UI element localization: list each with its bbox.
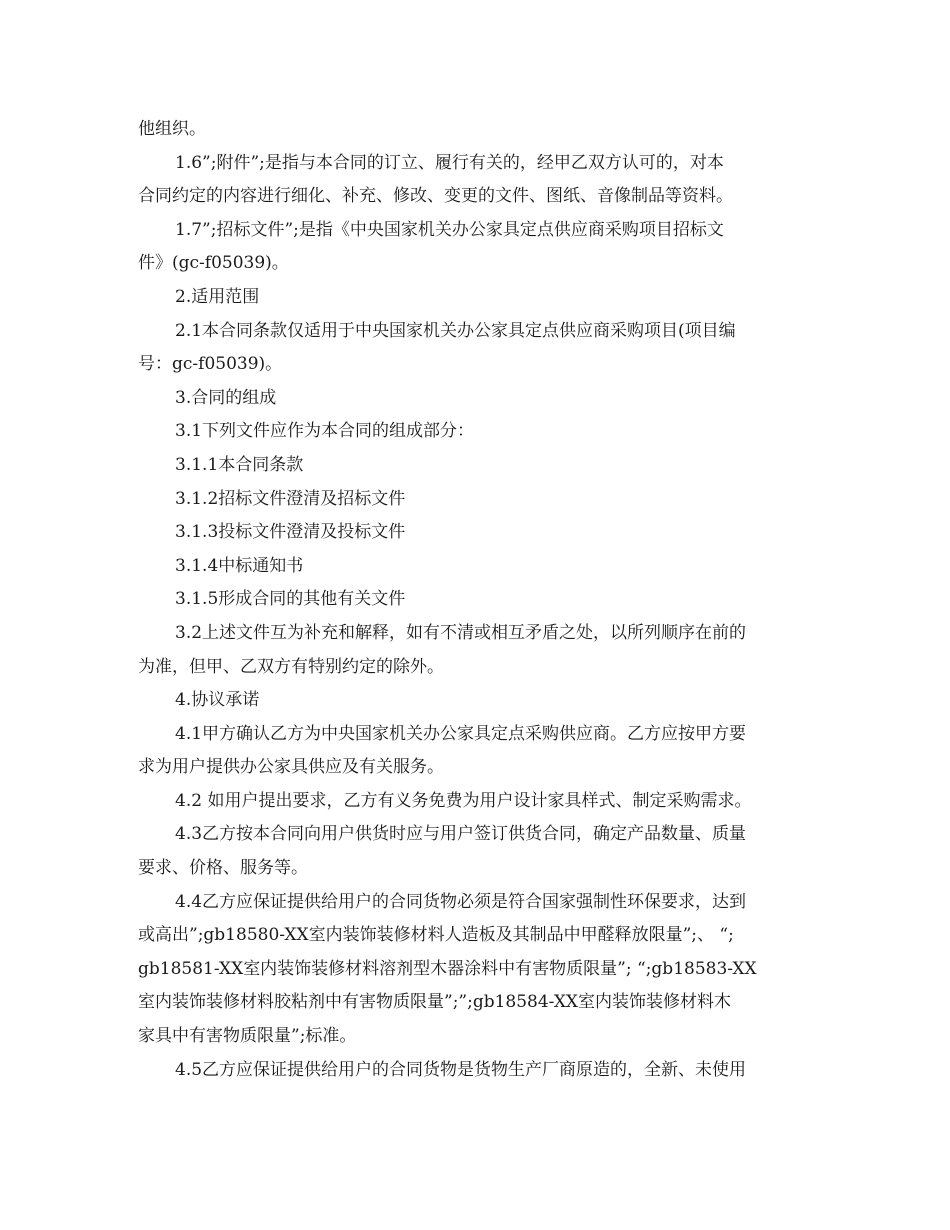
text-line: gb18581-XX室内装饰装修材料溶剂型木器涂料中有害物质限量”; “;gb18583-XX <box>138 958 757 979</box>
document-body <box>138 113 818 1087</box>
text-line: 求为用户提供办公家具供应及有关服务。 <box>138 757 444 778</box>
text-line: 号：gc-f05039)。 <box>138 354 283 375</box>
list-item: 3.1.3投标文件澄清及投标文件 <box>175 522 406 543</box>
text-line: 1.6”;附件”;是指与本合同的订立、履行有关的，经甲乙双方认可的，对本 <box>175 152 724 173</box>
text-line: 3.2上述文件互为补充和解释，如有不清或相互矛盾之处，以所列顺序在前的 <box>175 622 747 643</box>
section-heading: 2.适用范围 <box>175 286 260 307</box>
text-line: 4.3乙方按本合同向用户供货时应与用户签订供货合同，确定产品数量、质量 <box>175 824 747 845</box>
text-line: 家具中有害物质限量”;标准。 <box>138 1026 357 1047</box>
text-line: 3.1下列文件应作为本合同的组成部分： <box>175 421 475 442</box>
text-line: 2.1本合同条款仅适用于中央国家机关办公家具定点供应商采购项目(项目编 <box>175 320 736 341</box>
list-item: 3.1.1本合同条款 <box>175 454 304 475</box>
text-line: 1.7”;招标文件”;是指《中央国家机关办公家具定点供应商采购项目招标文 <box>175 219 724 240</box>
section-heading: 4.协议承诺 <box>175 690 260 711</box>
text-line: 要求、价格、服务等。 <box>138 858 308 879</box>
text-line: 件》(gc-f05039)。 <box>138 253 289 274</box>
section-heading: 3.合同的组成 <box>175 387 277 408</box>
list-item: 3.1.2招标文件澄清及招标文件 <box>175 488 406 509</box>
list-item: 3.1.4中标通知书 <box>175 555 304 576</box>
text-line: 4.1甲方确认乙方为中央国家机关办公家具定点采购供应商。乙方应按甲方要 <box>175 723 747 744</box>
list-item: 3.1.5形成合同的其他有关文件 <box>175 589 406 610</box>
text-line: 4.4乙方应保证提供给用户的合同货物必须是符合国家强制性环保要求，达到 <box>175 891 747 912</box>
text-line: 或高出”;gb18580-XX室内装饰装修材料人造板及其制品中甲醛释放限量”;、 “; <box>138 925 734 946</box>
text-line: 合同约定的内容进行细化、补充、修改、变更的文件、图纸、音像制品等资料。 <box>138 186 733 207</box>
text-line: 室内装饰装修材料胶粘剂中有害物质限量”;”;gb18584-XX室内装饰装修材料木 <box>138 992 732 1013</box>
text-line: 4.5乙方应保证提供给用户的合同货物是货物生产厂商原造的，全新、未使用 <box>175 1059 747 1080</box>
text-line: 4.2 如用户提出要求，乙方有义务免费为用户设计家具样式、制定采购需求。 <box>175 790 752 811</box>
text-line: 为准，但甲、乙双方有特别约定的除外。 <box>138 656 444 677</box>
text-line: 他组织。 <box>138 119 206 139</box>
